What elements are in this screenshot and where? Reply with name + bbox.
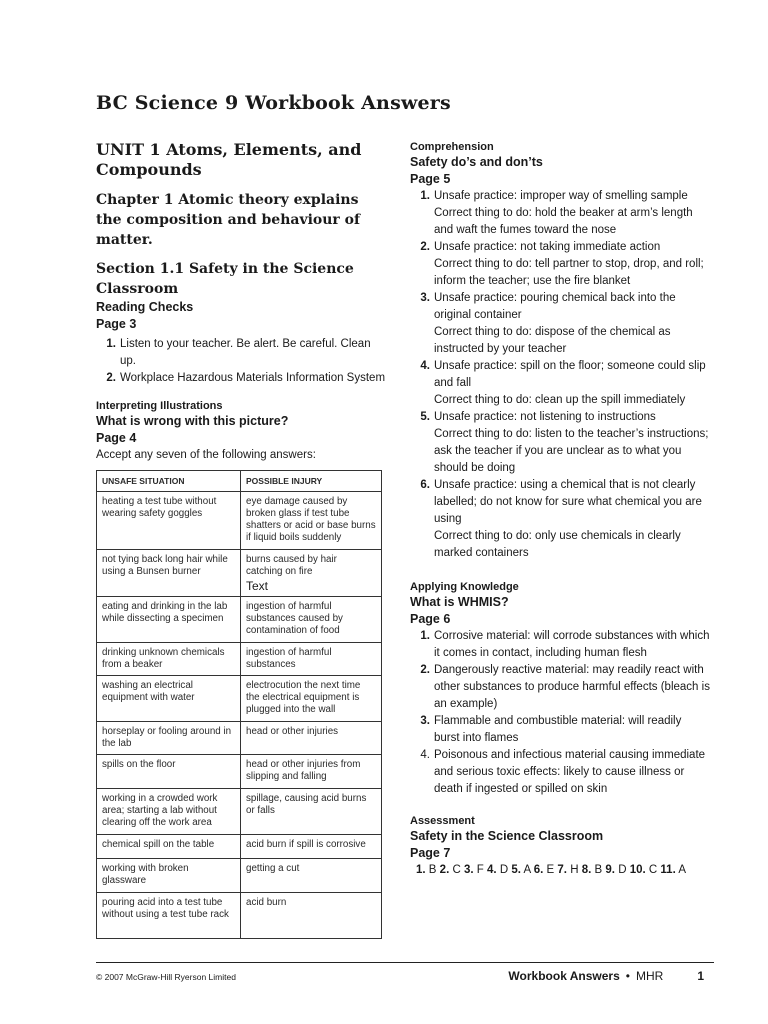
item-number: 4. [420, 749, 430, 761]
list-item [410, 713, 710, 747]
right-column [410, 140, 710, 879]
answer-number: 5. [511, 864, 521, 876]
reading-checks-heading: Reading Checks [96, 300, 194, 314]
list-item [96, 370, 388, 387]
answer-letter: H [570, 864, 579, 876]
footer-workbook-title: Workbook Answers [508, 969, 620, 983]
table-row [97, 859, 382, 893]
table-row [97, 835, 382, 859]
table-cell: spills on the floor [97, 755, 241, 789]
table-row [97, 722, 382, 755]
table-row [97, 755, 382, 789]
item-text: Workplace Hazardous Materials Information System [120, 372, 386, 384]
correct-practice: Correct thing to do: tell partner to stop, drop, and roll; inform the teacher; use the fire blanket [434, 258, 704, 287]
section-title: Section 1.1 Safety in the Science Classroom [96, 261, 354, 297]
item-number: 5. [420, 411, 430, 423]
applying-page: Page 6 [410, 612, 451, 626]
item-number: 4. [420, 360, 430, 372]
answer-number: 3. [463, 864, 474, 876]
unsafe-practice: Unsafe practice: improper way of smelling sample [434, 190, 688, 202]
answer-letter: F [476, 864, 484, 876]
item-text: Poisonous and infectious material causing immediate and serious toxic effects: likely to cause illness or death if ingested or spilled on skin [434, 749, 706, 795]
list-item [410, 290, 710, 358]
comprehension-list [410, 188, 710, 562]
table-cell: electrocution the next time the electrical equipment is plugged into the wall [241, 676, 382, 722]
item-number: 2. [420, 241, 430, 253]
table-row [97, 643, 382, 676]
unsafe-practice: Unsafe practice: using a chemical that is not clearly labelled; do not know for sure what chemical you are using [434, 479, 702, 525]
table-cell: heating a test tube without wearing safety goggles [97, 492, 241, 550]
unsafe-practice: Unsafe practice: not taking immediate action [434, 241, 661, 253]
answer-number: 4. [487, 864, 497, 876]
table-row [97, 597, 382, 643]
left-column [96, 140, 388, 939]
item-number: 6. [420, 479, 430, 491]
item-number: 1. [420, 630, 430, 642]
stray-text-label: Text [246, 579, 269, 593]
list-item [410, 662, 710, 713]
answer-number: 2. [439, 864, 450, 876]
answer-letter: D [499, 864, 509, 876]
footer-publisher: MHR [635, 969, 664, 983]
column-header-unsafe-situation: UNSAFE SITUATION [97, 471, 241, 492]
table-cell: ingestion of harmful substances caused by contamination of food [241, 597, 382, 643]
footer-copyright: © 2007 McGraw-Hill Ryerson Limited [96, 972, 236, 982]
table-row [97, 550, 382, 597]
table-cell: eye damage caused by broken glass if test tube shatters or acid or base burns if liquid boils suddenly [241, 492, 382, 550]
item-number: 1. [106, 338, 116, 350]
answer-letter: B [428, 864, 437, 876]
unsafe-practice: Unsafe practice: pouring chemical back into the original container [434, 292, 676, 321]
unsafe-practice: Unsafe practice: spill on the floor; someone could slip and fall [434, 360, 706, 389]
answer-number: 11. [660, 864, 676, 876]
table-row [97, 676, 382, 722]
comprehension [410, 140, 710, 562]
item-text: Flammable and combustible material: will readily burst into flames [434, 715, 682, 744]
item-number: 1. [420, 190, 430, 202]
footer-divider [96, 962, 714, 963]
unsafe-practice: Unsafe practice: not listening to instructions [434, 411, 656, 423]
answer-number: 7. [557, 864, 567, 876]
page-number: 1 [697, 969, 704, 983]
table-cell-text: burns caused by hair catching on fire [246, 554, 337, 577]
table-cell: working in a crowded work area; starting a lab without clearing off the work area [97, 789, 241, 835]
table-cell: drinking unknown chemicals from a beaker [97, 643, 241, 676]
answer-letter: A [523, 864, 531, 876]
table-cell: pouring acid into a test tube without using a test tube rack [97, 893, 241, 939]
table-cell: head or other injuries from slipping and falling [241, 755, 382, 789]
item-text: Dangerously reactive material: may readily react with other substances to produce harmful effects (bleach is an example) [434, 664, 710, 710]
item-number: 3. [420, 292, 430, 304]
table-cell: acid burn if spill is corrosive [241, 835, 382, 859]
column-header-possible-injury: POSSIBLE INJURY [241, 471, 382, 492]
table-cell: head or other injuries [241, 722, 382, 755]
table-row [97, 789, 382, 835]
footer-bullet: • [625, 969, 630, 983]
table-cell: eating and drinking in the lab while dissecting a specimen [97, 597, 241, 643]
table-cell: chemical spill on the table [97, 835, 241, 859]
table-cell: spillage, causing acid burns or falls [241, 789, 382, 835]
table-cell: washing an electrical equipment with water [97, 676, 241, 722]
reading-checks [96, 299, 388, 387]
item-text: Listen to your teacher. Be alert. Be careful. Clean up. [120, 338, 371, 367]
interpreting-intro: Accept any seven of the following answers: [96, 449, 316, 461]
applying-knowledge [410, 580, 710, 798]
answer-number: 6. [533, 864, 544, 876]
page-title: BC Science 9 Workbook Answers [96, 92, 451, 114]
chapter-title: Chapter 1 Atomic theory explains the composition and behaviour of matter. [96, 192, 361, 248]
correct-practice: Correct thing to do: dispose of the chemical as instructed by your teacher [434, 326, 671, 355]
list-item [410, 477, 710, 562]
correct-practice: Correct thing to do: clean up the spill immediately [434, 394, 686, 406]
assessment-label: Assessment [410, 815, 475, 827]
reading-checks-list [96, 336, 388, 387]
comprehension-label: Comprehension [410, 141, 494, 153]
answer-letter: C [452, 864, 461, 876]
answer-number: 8. [581, 864, 592, 876]
list-item [410, 188, 710, 239]
item-text: Corrosive material: will corrode substances with which it comes in contact, including human flesh [434, 630, 710, 659]
applying-list [410, 628, 710, 798]
table-cell: ingestion of harmful substances [241, 643, 382, 676]
answer-number: 9. [605, 864, 615, 876]
table-cell [241, 550, 382, 597]
applying-label: Applying Knowledge [410, 581, 519, 593]
unit-title: UNIT 1 Atoms, Elements, and Compounds [96, 140, 362, 179]
answer-letter: C [648, 864, 658, 876]
list-item [96, 336, 388, 370]
answer-number: 1. [416, 864, 426, 876]
list-item [410, 239, 710, 290]
table-header-row [97, 471, 382, 492]
correct-practice: Correct thing to do: only use chemicals in clearly marked containers [434, 530, 681, 559]
comprehension-page: Page 5 [410, 172, 451, 186]
correct-practice: Correct thing to do: hold the beaker at arm’s length and waft the fumes toward the nose [434, 207, 693, 236]
list-item [410, 409, 710, 477]
item-number: 2. [420, 664, 430, 676]
assessment-page: Page 7 [410, 846, 451, 860]
assessment-answers [410, 862, 710, 879]
interpreting-page: Page 4 [96, 431, 137, 445]
table-cell: getting a cut [241, 859, 382, 893]
item-number: 3. [420, 715, 430, 727]
interpreting-question: What is wrong with this picture? [96, 414, 289, 428]
list-item [410, 628, 710, 662]
table-row [97, 492, 382, 550]
list-item [410, 358, 710, 409]
answer-letter: B [594, 864, 603, 876]
table-row [97, 893, 382, 939]
assessment [410, 814, 710, 879]
footer-right [508, 969, 704, 983]
answer-number: 10. [629, 864, 646, 876]
correct-practice: Correct thing to do: listen to the teacher’s instructions; ask the teacher if you are unclear as to what you should be doing [434, 428, 709, 474]
assessment-question: Safety in the Science Classroom [410, 829, 604, 843]
table-cell: horseplay or fooling around in the lab [97, 722, 241, 755]
interpreting-label: Interpreting Illustrations [96, 400, 223, 412]
answer-letter: D [618, 864, 627, 876]
answer-letter: A [678, 864, 687, 876]
list-item [410, 747, 710, 798]
safety-table [96, 470, 382, 939]
comprehension-question: Safety do’s and don’ts [410, 155, 543, 169]
answer-letter: E [546, 864, 555, 876]
item-number: 2. [106, 372, 116, 384]
table-cell: working with broken glassware [97, 859, 241, 893]
table-cell: not tying back long hair while using a Bunsen burner [97, 550, 241, 597]
interpreting-illustrations [96, 399, 388, 464]
applying-question: What is WHMIS? [410, 595, 509, 609]
reading-checks-page: Page 3 [96, 317, 137, 331]
table-cell: acid burn [241, 893, 382, 939]
